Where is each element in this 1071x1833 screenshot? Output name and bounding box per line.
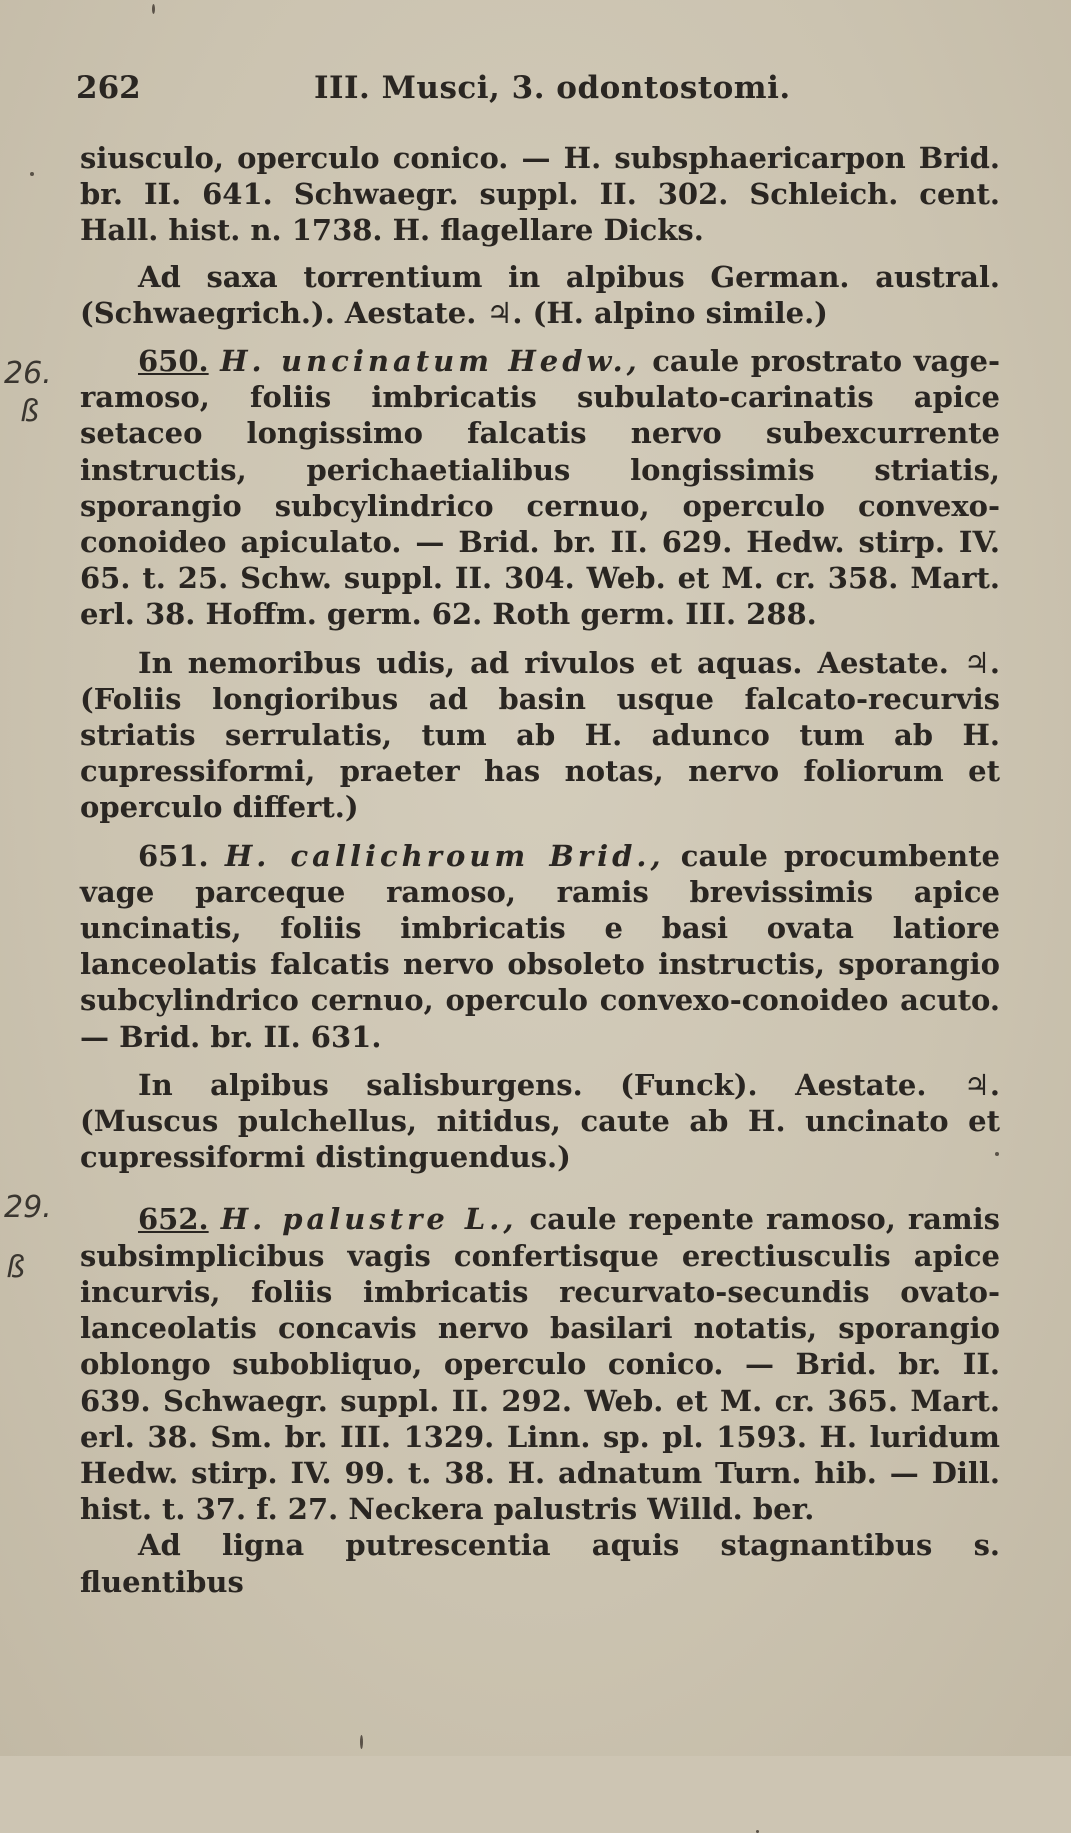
entry-650 bbox=[80, 343, 1000, 826]
entry-651-habitat: In alpibus salisburgens. (Funck). Aestate. ♃. (Muscus pulchellus, nitidus, caute ab H. uncinato et cupressiformi distinguendus.) bbox=[80, 1067, 1000, 1175]
entry-651-description: caule procumbente vage parceque ramoso, ramis brevissimis apice uncinatis, foliis imbricatis e basi ovata latiore lanceolatis falcatis nervo obsoleto instructis, sporangio subcylindrico cernuo, operculo convexo-conoideo acuto. — Brid. br. II. 631. bbox=[80, 838, 1000, 1054]
page-body bbox=[80, 140, 1000, 1600]
entry-651 bbox=[80, 838, 1000, 1176]
paragraph-habitat-previous: Ad saxa torrentium in alpibus German. austral. (Schwaegrich.). Aestate. ♃. (H. alpino simile.) bbox=[80, 259, 1000, 330]
entry-651-species-name: H. callichroum Brid., bbox=[224, 838, 665, 873]
entry-651-number: 651. bbox=[138, 838, 209, 873]
page-number: 262 bbox=[76, 70, 141, 106]
entry-650-description: caule prostrato vage-ramoso, foliis imbricatis subulato-carinatis apice setaceo longissimo falcatis nervo subexcurrente instructis, perichaetialibus longissimis striatis, sporangio subcylindrico cernuo, operculo convexo-conoideo apiculato. — Brid. br. II. 629. Hedw. stirp. IV. 65. t. 25. Schw. suppl. II. 304. Web. et M. cr. 358. Mart. erl. 38. Hoffm. germ. 62. Roth germ. III. 288. bbox=[80, 344, 1000, 632]
paper-speck bbox=[30, 172, 34, 176]
margin-note-650-beta: ß bbox=[20, 394, 39, 429]
entry-652-habitat: Ad ligna putrescentia aquis stagnantibus s. fluentibus bbox=[80, 1528, 1000, 1599]
paper-speck bbox=[995, 1152, 999, 1156]
entry-650-species-name: H. uncinatum Hedw., bbox=[220, 344, 641, 379]
page-header bbox=[70, 64, 1011, 114]
running-title: III. Musci, 3. odontostomi. bbox=[314, 70, 791, 106]
entry-652-species-name: H. palustre L., bbox=[220, 1202, 518, 1237]
paper-speck bbox=[360, 1735, 363, 1749]
entry-650-number: 650. bbox=[138, 344, 209, 379]
entry-652-number: 652. bbox=[138, 1202, 209, 1237]
entry-652 bbox=[80, 1201, 1000, 1599]
paragraph-continuation: siusculo, operculo conico. — H. subsphaericarpon Brid. br. II. 641. Schwaegr. suppl. II. 302. Schleich. cent. Hall. hist. n. 1738. H. flagellare Dicks. bbox=[80, 141, 1000, 248]
entry-652-description: caule repente ramoso, ramis subsimplicibus vagis confertisque erectiusculis apice incurvis, foliis imbricatis recurvato-secundis ovato-lanceolatis concavis nervo basilari notatis, sporangio oblongo subobliquo, operculo conico. — Brid. br. II. 639. Schwaegr. suppl. II. 292. Web. et M. cr. 365. Mart. erl. 38. Sm. br. III. 1329. Linn. sp. pl. 1593. H. luridum Hedw. stirp. IV. 99. t. 38. H. adnatum Turn. hib. — Dill. hist. t. 37. f. 27. Neckera palustris Willd. ber. bbox=[80, 1202, 1000, 1527]
paper-speck bbox=[152, 4, 155, 14]
margin-note-652-number: 29. bbox=[4, 1190, 52, 1225]
entry-650-habitat: In nemoribus udis, ad rivulos et aquas. Aestate. ♃. (Foliis longioribus ad basin usque falcato-recurvis striatis serrulatis, tum ab H. adunco tum ab H. cupressiformi, praeter has notas, nervo foliorum et operculo differt.) bbox=[80, 645, 1000, 825]
margin-note-652-beta: ß bbox=[6, 1250, 25, 1285]
margin-note-650-number: 26. bbox=[4, 356, 52, 391]
